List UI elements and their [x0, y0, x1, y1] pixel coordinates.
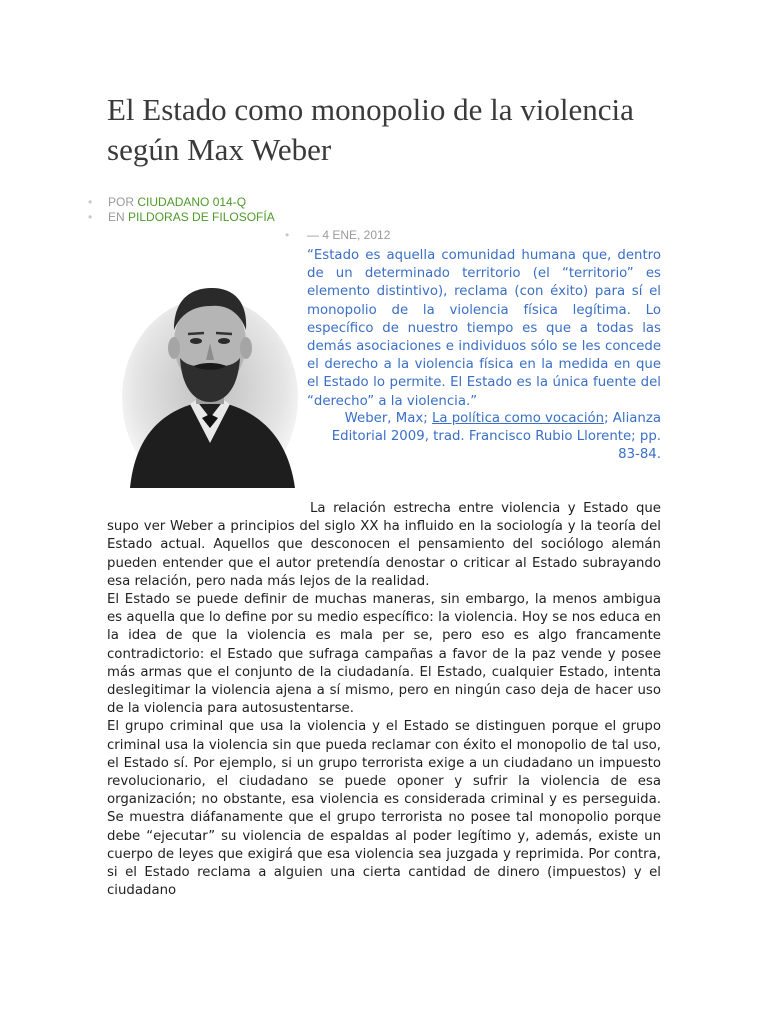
weber-portrait	[120, 268, 300, 488]
paragraph: La relación estrecha entre violencia y Estado que supo ver Weber a principios del siglo XX ha influido en la sociología y la teoría del Estado actual. Aquellos que desconocen el pensamiento del sociólogo alemán pueden entender que el autor pretendía denostar o criticar al Estado subrayando esa relación, pero nada más lejos de la realidad.	[107, 501, 661, 589]
author-prefix: POR	[108, 195, 135, 209]
quote-citation	[307, 410, 661, 465]
author-link[interactable]: CIUDADANO 014-Q	[137, 195, 247, 209]
paragraph: El Estado se puede definir de muchas maneras, sin embargo, la menos ambigua es aquella que lo define por su medio específico: la violencia. Hoy se nos educa en la idea de que la violencia es mala per se, pero eso es algo francamente contradictorio: el Estado que sufraga campañas a favor de la paz vende y posee más armas que el conjunto de la ciudadanía. El Estado, cualquier Estado, intenta deslegitimar la violencia ajena a sí mismo, pero en ningún caso deja de hacer uso de la violencia para autosustentarse.	[107, 592, 661, 717]
citation-work-link[interactable]: La política como vocación	[431, 411, 605, 426]
category-prefix: EN	[108, 210, 125, 224]
article-body	[107, 500, 661, 900]
article-date-list	[285, 228, 390, 243]
paragraph: El grupo criminal que usa la violencia y el Estado se distinguen porque el grupo criminal usa la violencia sin que pueda reclamar con éxito el monopolio de tal uso, el Estado sí. Por ejemplo, si un grupo terrorista exige a un ciudadano un impuesto revolucionario, el ciudadano se puede oponer y sufrir la violencia de esa organización; no obstante, esa violencia es considerada criminal y es perseguida. Se muestra diáfanamente que el grupo terrorista no posee tal monopolio porque debe “ejecutar” su violencia de espaldas al poder legítimo y, además, existe un cuerpo de leyes que exigirá que esa violencia sea juzgada y reprimida. Por contra, si el Estado reclama a alguien una cierta cantidad de dinero (impuestos) y el ciudadano	[107, 719, 661, 899]
citation-rest: ; Alianza Editorial 2009, trad. Francisco Rubio Llorente; pp. 83-84.	[331, 411, 661, 463]
article-date: • — 4 ENE, 2012	[285, 228, 390, 243]
category-line	[88, 210, 275, 225]
weber-quote: “Estado es aquella comunidad humana que, dentro de un determinado territorio (el “territorio” es elemento distintivo), reclama (con éxito) para sí el monopolio de la violencia física legítima. Lo específico de nuestro tiempo es que a todas las demás asociaciones e individuos sólo se les concede el derecho a la violencia física en la medida en que el Estado lo permite. El Estado es la única fuente del “derecho” a la violencia.”	[307, 248, 661, 409]
article-title: El Estado como monopolio de la violencia según Max Weber	[107, 92, 634, 167]
author-line	[88, 195, 275, 210]
article-meta	[88, 195, 275, 225]
citation-author: Weber, Max;	[344, 411, 428, 426]
category-link[interactable]: PILDORAS DE FILOSOFÍA	[128, 210, 275, 224]
